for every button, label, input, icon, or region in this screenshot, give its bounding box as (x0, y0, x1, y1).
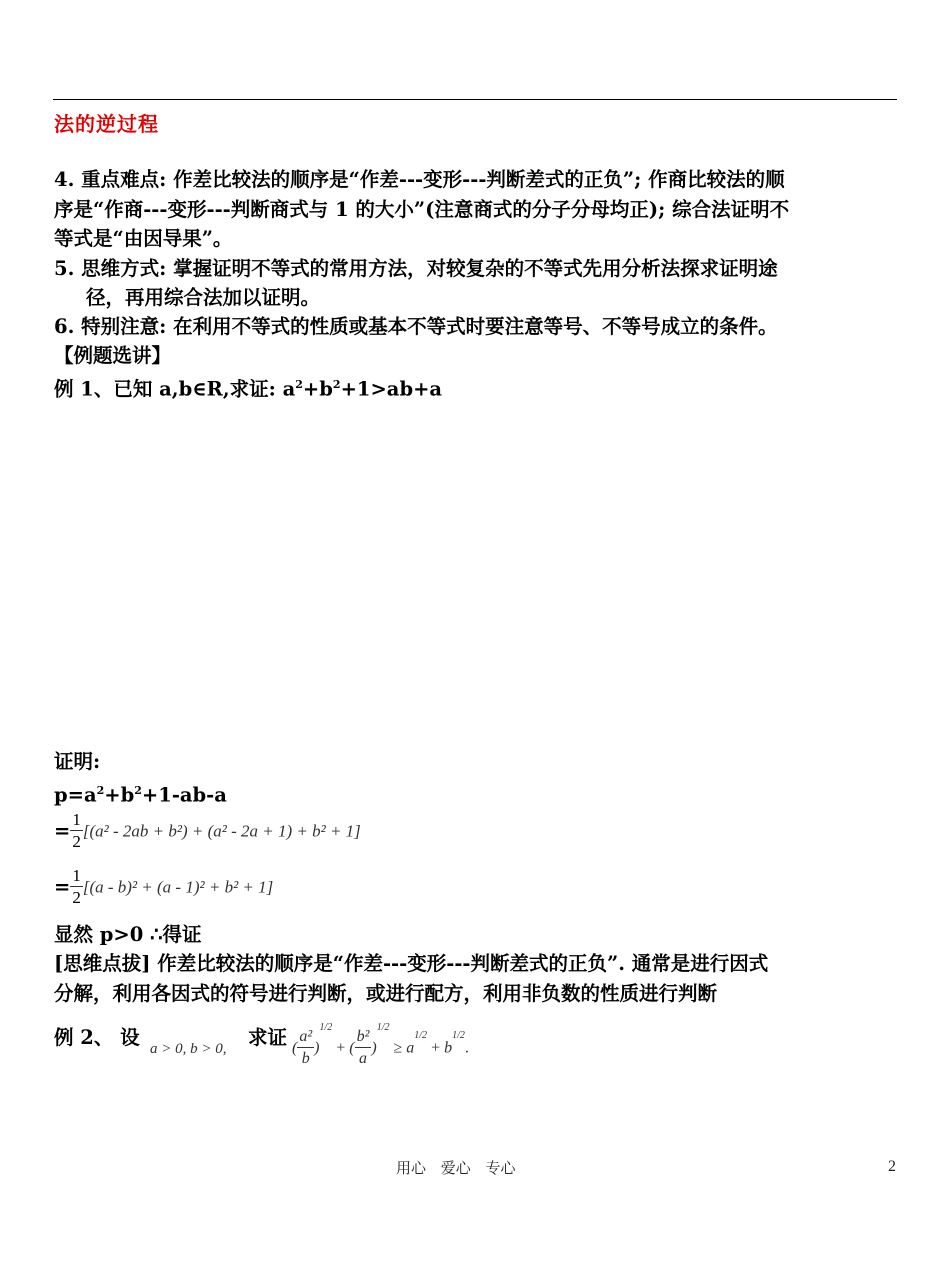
example-1-prefix: 例 1、已知 a,b∈R,求证: a (54, 377, 296, 401)
fraction-b2-over-a (355, 1027, 372, 1070)
example-1-suffix: +1>ab+a (340, 377, 443, 401)
exponent-half: 1/2 (376, 1022, 390, 1033)
point-4-line-2: 序是“作商---变形---判断商式与 1 的大小”(注意商式的分子分母均正); 综合法证明不 (54, 198, 790, 221)
denominator: 2 (72, 888, 81, 907)
proof-label: 证明: (54, 750, 101, 773)
insight-line-1: [思维点拔] 作差比较法的顺序是“作差---变形---判断差式的正负”. 通常是进行因式 (54, 952, 769, 975)
exponent-half: 1/2 (452, 1030, 465, 1041)
fraction-half (70, 866, 83, 909)
plus-sign: + (336, 1039, 346, 1057)
example-1 (54, 372, 442, 403)
fraction-half (70, 810, 83, 853)
proof-p-expression (54, 778, 227, 809)
equals-sign: = (54, 819, 71, 843)
example-2-qiuzheng: 求证 (248, 1026, 288, 1049)
base-b: b (444, 1039, 453, 1057)
page-number: 2 (888, 1158, 896, 1175)
exponent: 2 (134, 784, 142, 797)
plus-sign: + (431, 1039, 441, 1057)
point-5-line-2: 径，再用综合法加以证明。 (86, 286, 321, 309)
step-2-expression: [(a - b)² + (a - 1)² + b² + 1] (82, 877, 274, 897)
proof-step-1 (54, 810, 361, 860)
denominator: 2 (72, 832, 81, 851)
example-2-prefix: 例 2、 设 (54, 1026, 140, 1049)
p-prefix: p=a (54, 783, 97, 807)
point-4-line-3: 等式是“由因导果”。 (54, 227, 233, 250)
continued-title: 法的逆过程 (54, 112, 159, 136)
numerator: a² (297, 1027, 314, 1048)
point-4-line-1: 4. 重点难点: 作差比较法的顺序是“作差---变形---判断差式的正负”; 作商比较法的顺 (54, 168, 785, 191)
denominator: a (358, 1049, 367, 1067)
section-heading: 【例题选讲】 (54, 344, 172, 367)
proof-conclusion: 显然 p>0 ∴得证 (54, 923, 202, 946)
example-1-mid: +b (302, 377, 333, 401)
point-5-line-1: 5. 思维方式: 掌握证明不等式的常用方法，对较复杂的不等式先用分析法探求证明途 (54, 257, 778, 280)
numerator: b² (355, 1027, 372, 1048)
p-suffix: +1-ab-a (141, 783, 227, 807)
fraction-a2-over-b (297, 1027, 314, 1070)
equals-sign: = (54, 875, 71, 899)
example-2-condition: a > 0, b > 0, (150, 1041, 227, 1057)
ge-sign: ≥ (393, 1039, 403, 1057)
p-mid: +b (104, 783, 135, 807)
exponent-half: 1/2 (319, 1022, 333, 1033)
header-rule (53, 99, 897, 100)
base-a: a (406, 1039, 415, 1057)
period: . (464, 1039, 469, 1057)
exponent-half: 1/2 (414, 1030, 428, 1041)
point-6: 6. 特别注意: 在利用不等式的性质或基本不等式时要注意等号、不等号成立的条件。 (54, 315, 778, 338)
step-1-expression: [(a² - 2ab + b²) + (a² - 2a + 1) + b² + 1] (82, 821, 361, 841)
proof-step-2 (54, 866, 273, 916)
insight-line-2: 分解，利用各因式的符号进行判断，或进行配方，利用非负数的性质进行判断 (54, 982, 718, 1005)
exponent: 2 (332, 378, 341, 391)
exponent: 2 (96, 784, 105, 797)
numerator: 1 (72, 866, 81, 885)
numerator: 1 (72, 810, 81, 829)
example-2-formula: ( $\frac{\text{a²}}{b}$ )$^{1/2}$ + ( $\frac{\text{b²}}{a}$ )$^{1/2} \ge a^{1/2} + b^{1/2}$. (292, 1022, 469, 1082)
denominator: b (301, 1049, 310, 1067)
exponent: 2 (295, 378, 303, 391)
footer-slogan: 用心 爱心 专心 (396, 1159, 516, 1177)
